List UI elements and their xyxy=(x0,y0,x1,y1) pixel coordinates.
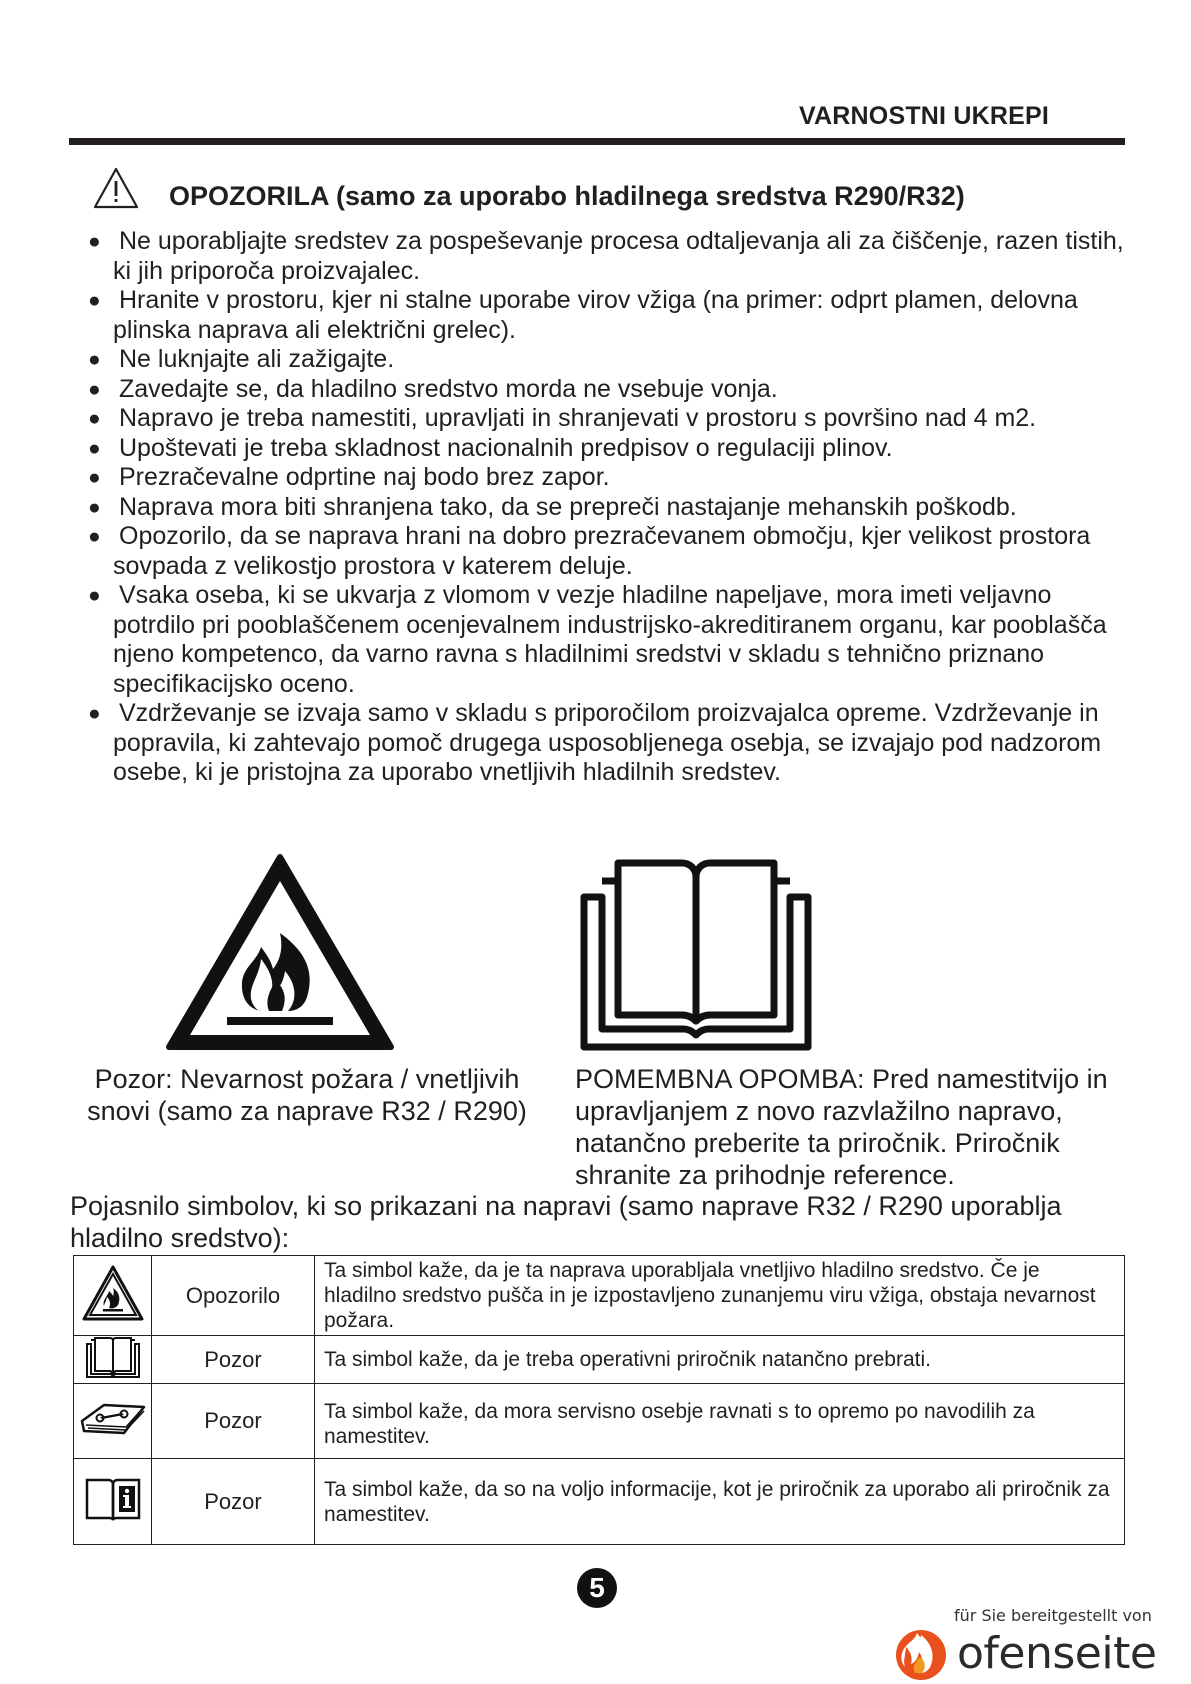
list-item-text: Ne luknjajte ali zažigajte. xyxy=(119,345,395,373)
flammable-caption-line2: snovi (samo za naprave R32 / R290) xyxy=(87,1096,527,1126)
service-manual-icon xyxy=(78,1399,148,1439)
symbols-table xyxy=(73,1255,1125,1545)
list-item xyxy=(88,345,1138,375)
list-item-text: Zavedajte se, da hladilno sredstvo morda ne vsebuje vonja. xyxy=(119,374,778,403)
table-cell-description: Ta simbol kaže, da so na voljo informacije, kot je priročnik za uporabo ali priročnik za namestitev. xyxy=(315,1459,1125,1545)
list-item xyxy=(88,699,1138,788)
list-item xyxy=(88,286,1138,345)
list-item xyxy=(88,463,1138,493)
list-item xyxy=(88,493,1138,523)
table-row xyxy=(74,1336,1125,1384)
bullet-icon: ● xyxy=(88,584,101,607)
manual-caption: POMEMBNA OPOMBA: Pred namestitvijo in upravljanjem z novo razvlažilno napravo, natančno preberite ta priročnik. Priročnik shranite za prihodnje reference. xyxy=(575,1064,1108,1190)
list-item xyxy=(88,522,1138,581)
bullet-icon: ● xyxy=(88,407,101,430)
flammable-caption xyxy=(82,1063,532,1127)
bullet-icon: ● xyxy=(88,436,101,460)
list-item xyxy=(88,434,1138,464)
table-cell-icon xyxy=(74,1384,152,1459)
bullet-icon: ● xyxy=(88,348,101,371)
warning-title: OPOZORILA (samo za uporabo hladilnega sredstva R290/R32) xyxy=(169,181,965,211)
flammable-warning-icon xyxy=(165,851,395,1051)
provided-by-note: für Sie bereitgestellt von xyxy=(954,1606,1152,1625)
flammable-caption-line1: Pozor: Nevarnost požara / vnetljivih xyxy=(94,1064,520,1094)
bullet-icon: ● xyxy=(88,289,101,312)
table-cell-icon xyxy=(74,1459,152,1545)
table-row xyxy=(74,1459,1125,1545)
open-book-icon xyxy=(578,855,814,1053)
table-cell-icon xyxy=(74,1256,152,1336)
table-row xyxy=(74,1384,1125,1459)
list-item-text: Napravo je treba namestiti, upravljati in shranjevati v prostoru s površino nad 4 m2. xyxy=(119,404,1037,432)
list-item xyxy=(88,227,1138,286)
bullet-icon: ● xyxy=(88,495,101,519)
list-item xyxy=(88,404,1138,434)
warning-list xyxy=(88,227,1138,788)
bullet-icon: ● xyxy=(88,525,101,548)
list-item-text: Ne uporabljajte sredstev za pospeševanje procesa odtaljevanja ali za čiščenje, razen tistih, ki jih priporoča proizvajalec. xyxy=(113,227,1124,285)
table-row xyxy=(74,1256,1125,1336)
bullet-icon: ● xyxy=(88,466,101,489)
table-cell-label: Opozorilo xyxy=(152,1256,315,1336)
bullet-icon: ● xyxy=(88,377,101,401)
table-cell-description: Ta simbol kaže, da je treba operativni priročnik natančno prebrati. xyxy=(315,1336,1125,1384)
list-item-text: Opozorilo, da se naprava hrani na dobro prezračevanem območju, kjer velikost prostora sovpada z velikostjo prostora v katerem deluje. xyxy=(113,522,1091,580)
list-item-text: Vzdrževanje se izvaja samo v skladu s priporočilom proizvajalca opreme. Vzdrževanje in popravila, ki zahtevajo pomoč drugega usposobljenega osebja, se izvajajo pod nadzorom osebe, ki je pristojna za uporabo vnetljivih hladilnih sredstev. xyxy=(113,699,1102,786)
list-item-text: Vsaka oseba, ki se ukvarja z vlomom v vezje hladilne napeljave, mora imeti veljavno potrdilo pri pooblaščenem ocenjevalnem industrijsko-akreditiranem organu, kar pooblašča njeno kompetenco, da varno ravna s hladilnimi sredstvi v skladu s tehnično priznano specifikacijsko oceno. xyxy=(113,581,1107,698)
flame-logo-icon xyxy=(893,1627,953,1681)
table-cell-icon xyxy=(74,1336,152,1384)
operator-manual-icon xyxy=(85,1336,141,1378)
information-manual-icon xyxy=(83,1476,143,1522)
page-number: 5 xyxy=(577,1568,617,1608)
list-item-text: Prezračevalne odprtine naj bodo brez zapor. xyxy=(119,463,610,491)
page-header-title: VARNOSTNI UKREPI xyxy=(799,102,1049,130)
list-item-text: Naprava mora biti shranjena tako, da se prepreči nastajanje mehanskih poškodb. xyxy=(119,492,1017,521)
list-item-text: Upoštevati je treba skladnost nacionalnih predpisov o regulaciji plinov. xyxy=(119,433,893,462)
bullet-icon: ● xyxy=(88,702,101,725)
list-item xyxy=(88,581,1138,699)
table-cell-description: Ta simbol kaže, da mora servisno osebje ravnati s to opremo po navodilih za namestitev. xyxy=(315,1384,1125,1459)
bullet-icon: ● xyxy=(88,230,101,253)
brand-name: ofenseite xyxy=(957,1628,1157,1679)
flammable-warning-icon xyxy=(81,1264,145,1322)
table-cell-label: Pozor xyxy=(152,1384,315,1459)
table-cell-label: Pozor xyxy=(152,1459,315,1545)
symbols-intro: Pojasnilo simbolov, ki so prikazani na napravi (samo naprave R32 / R290 uporablja hladilno sredstvo): xyxy=(70,1191,1062,1253)
warning-triangle-icon xyxy=(92,166,140,210)
table-cell-label: Pozor xyxy=(152,1336,315,1384)
table-cell-description: Ta simbol kaže, da je ta naprava uporabljala vnetljivo hladilno sredstvo. Če je hladilno sredstvo pušča in je izpostavljeno zunanjemu viru vžiga, obstaja nevarnost požara. xyxy=(315,1256,1125,1336)
list-item-text: Hranite v prostoru, kjer ni stalne uporabe virov vžiga (na primer: odprt plamen, delovna plinska naprava ali električni grelec). xyxy=(113,286,1078,344)
list-item xyxy=(88,375,1138,405)
header-rule xyxy=(69,138,1125,145)
